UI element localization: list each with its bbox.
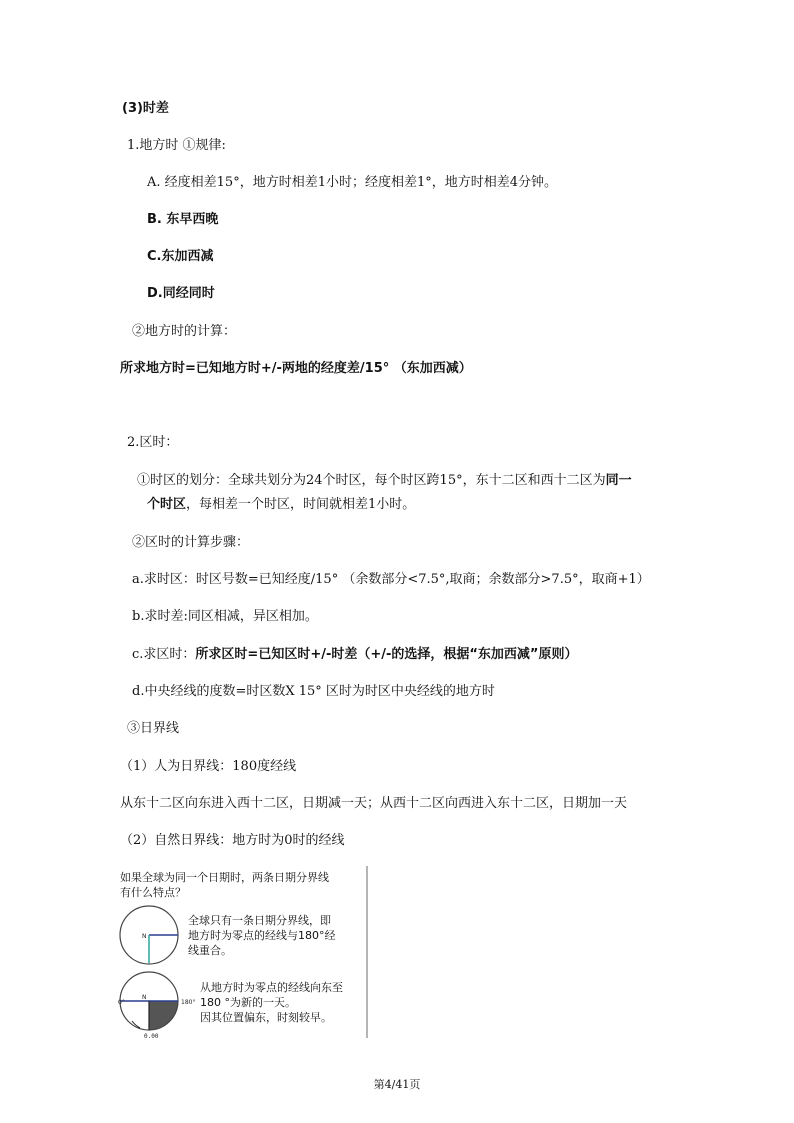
page-number: 第4/41页 bbox=[373, 1078, 421, 1091]
answer2-line-2: 180 °为新的一天。 bbox=[200, 996, 296, 1009]
answer1-line-3: 线重合。 bbox=[188, 944, 232, 957]
figure-border bbox=[366, 866, 368, 1038]
zone-division-cont bbox=[147, 496, 415, 514]
answer1-line-1: 全球只有一条日期分界线，即 bbox=[188, 914, 331, 927]
answer1-line-2: 地方时为零点的经线与180°经 bbox=[188, 929, 336, 942]
label-180-degree: 180° bbox=[181, 999, 196, 1006]
zone-division-text: ①时区的划分：全球共划分为24个时区，每个时区跨15°，东十二区和西十二区为 bbox=[137, 473, 606, 488]
figure-question-line-2: 有什么特点？ bbox=[120, 886, 186, 899]
step-a: a.求时区：时区号数=已知经度/15° （余数部分<7.5°,取商；余数部分>7.5°，取商+1） bbox=[132, 572, 650, 587]
zone-division bbox=[137, 472, 632, 490]
zone-division-bold-2: 个时区 bbox=[147, 497, 187, 512]
pole-label-1: N bbox=[142, 933, 147, 940]
rule-d: D.同经同时 bbox=[147, 286, 215, 301]
rule-b: B. 东早西晚 bbox=[147, 212, 219, 227]
figure-question-line-1: 如果全球为同一个日期时，两条日期分界线 bbox=[120, 871, 329, 884]
label-midnight: 0.00 bbox=[144, 1033, 159, 1040]
step-c-label: c.求区时： bbox=[132, 647, 196, 662]
zone-division-text-2: ，每相差一个时区，时间就相差1小时。 bbox=[186, 497, 416, 512]
zone-time-heading: 2.区时： bbox=[127, 435, 179, 450]
step-d: d.中央经线的度数=时区数X 15° 区时为时区中央经线的地方时 bbox=[132, 684, 495, 699]
rule-c: C.东加西减 bbox=[147, 249, 214, 264]
artificial-date-line: （1）人为日界线：180度经线 bbox=[120, 759, 297, 774]
step-c-formula: 所求区时=已知区时+/-时差（+/-的选择，根据“东加西减”原则） bbox=[195, 647, 578, 662]
natural-date-line: （2）自然日界线：地方时为0时的经线 bbox=[120, 833, 345, 848]
section-title: (3)时差 bbox=[122, 101, 169, 116]
date-line-heading: ③日界线 bbox=[127, 721, 180, 736]
pole-label-2: N bbox=[142, 994, 147, 1001]
local-time-calc-heading: ②地方时的计算： bbox=[132, 324, 237, 339]
artificial-date-line-desc: 从东十二区向东进入西十二区，日期减一天；从西十二区向西进入东十二区，日期加一天 bbox=[120, 796, 628, 811]
step-b: b.求时差:同区相减，异区相加。 bbox=[132, 609, 318, 624]
zone-division-bold-1: 同一 bbox=[605, 473, 632, 488]
rule-a: A. 经度相差15°，地方时相差1小时；经度相差1°，地方时相差4分钟。 bbox=[147, 175, 558, 190]
local-time-heading: 1.地方时 ①规律: bbox=[127, 138, 226, 153]
zone-steps-heading: ②区时的计算步骤： bbox=[132, 535, 250, 550]
date-line-figure bbox=[118, 864, 368, 1040]
local-time-formula: 所求地方时=已知地方时+/-两地的经度差/15° （东加西减） bbox=[120, 361, 472, 376]
answer2-line-1: 从地方时为零点的经线向东至 bbox=[200, 981, 343, 994]
label-zero-degree: 0° bbox=[118, 999, 125, 1006]
step-c bbox=[132, 646, 577, 664]
answer2-line-3: 因其位置偏东，时刻较早。 bbox=[200, 1011, 332, 1024]
